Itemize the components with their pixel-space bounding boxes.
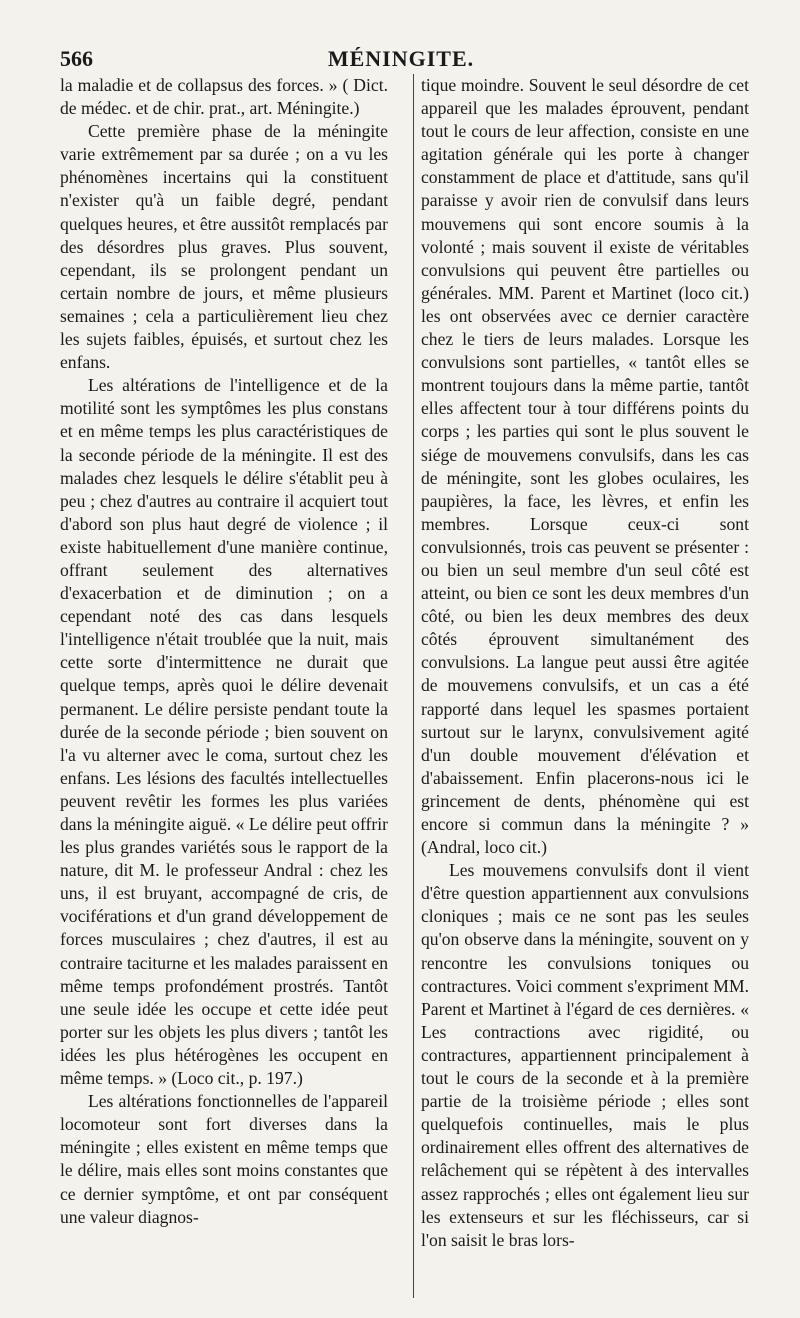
column-divider: [413, 74, 414, 1298]
paragraph: Les altérations fonctionnelles de l'appareil locomoteur sont fort diverses dans la méningite ; elles existent en même temps que le délire, mais elles sont moins constantes que ce dernier symptôme, et ont par conséquent une valeur diagnos-: [60, 1091, 388, 1227]
paragraph: la maladie et de collapsus des forces. » ( Dict. de médec. et de chir. prat., art. Méningite.): [60, 75, 388, 119]
page-number: 566: [60, 46, 93, 71]
left-column: [60, 74, 388, 1229]
running-head: MÉNINGITE.: [327, 46, 475, 71]
paragraph: Les altérations de l'intelligence et de la motilité sont les symptômes les plus constans et en même temps les plus caractéristiques de la seconde période de la méningite. Il est des malades chez lesquels le délire s'établit peu à peu ; chez d'autres au contraire il acquiert tout d'abord son plus haut degré de violence ; il existe habituellement d'une manière continue, offrant seulement des alternatives d'exacerbation et de diminution ; on a cependant noté des cas dans lesquels l'intelligence n'était troublée que la nuit, mais cette sorte d'intermittence ne durait que quelque temps, après quoi le délire devenait permanent. Le délire persiste pendant toute la durée de la seconde période ; bien souvent on l'a vu alterner avec le coma, surtout chez les enfans. Les lésions des facultés intellectuelles peuvent revêtir les formes les plus variées dans la méningite aiguë. « Le délire peut offrir les plus grandes variétés sous le rapport de la nature, dit M. le professeur Andral : chez les uns, il est bruyant, accompagné de cris, de vociférations et d'un grand développement de forces musculaires ; chez d'autres, il est au contraire taciturne et les malades paraissent en même temps profondément prostrés. Tantôt une seule idée les occupe et cette idée peut porter sur les objets les plus divers ; tantôt les idées les plus hétérogènes les occupent en même temps. » (Loco cit., p. 197.): [60, 375, 388, 1089]
paragraph: Cette première phase de la méningite varie extrêmement par sa durée ; on a vu les phénomènes incertains qui la constituent n'exister qu'à un faible degré, pendant quelques heures, et être aussitôt remplacés par des désordres plus graves. Plus souvent, cependant, ils se prolongent pendant un certain nombre de jours, et même plusieurs semaines ; cela a particulièrement lieu chez les sujets faibles, épuisés, et surtout chez les enfans.: [60, 121, 388, 373]
right-column: [421, 74, 749, 1252]
page-header: [60, 46, 742, 74]
paragraph: Les mouvemens convulsifs dont il vient d'être question appartiennent aux convulsions cloniques ; mais ce ne sont pas les seules qu'on observe dans la méningite, souvent on y rencontre les convulsions toniques ou contractures. Voici comment s'expriment MM. Parent et Martinet à l'égard de ces dernières. « Les contractions avec rigidité, ou contractures, appartiennent principalement à tout le cours de la seconde et à la première partie de la troisième période ; elles sont quelquefois continuelles, mais le plus ordinairement elles offrent des alternatives de relâchement qui se répètent à des intervalles assez rapprochés ; elles ont également lieu sur les extenseurs et sur les fléchisseurs, car si l'on saisit le bras lors-: [421, 860, 749, 1250]
paragraph: tique moindre. Souvent le seul désordre de cet appareil que les malades éprouvent, pendant tout le cours de leur affection, consiste en une agitation générale qui les porte à changer constamment de place et d'attitude, sans qu'il paraisse y avoir rien de convulsif dans leurs mouvemens qui sont encore soumis à la volonté ; mais souvent il existe de véritables convulsions qui peuvent être partielles ou générales. MM. Parent et Martinet (loco cit.) les ont observées avec ce dernier caractère chez le tiers de leurs malades. Lorsque les convulsions sont partielles, « tantôt elles se montrent toujours dans la même partie, tantôt elles affectent tour à tour différens points du corps ; les parties qui sont le plus souvent le siége de mouvemens convulsifs, dans les cas de méningite, sont les globes oculaires, les paupières, la face, les lèvres, et enfin les membres. Lorsque ceux-ci sont convulsionnés, trois cas peuvent se présenter : ou bien un seul membre d'un seul côté est atteint, ou bien ce sont les deux membres d'un côté, ou bien les deux membres des deux côtés éprouvent simultanément des convulsions. La langue peut aussi être agitée de mouvemens convulsifs, et un cas a été rapporté dans lequel les spasmes portaient surtout sur le larynx, convulsivement agité d'un double mouvement d'élévation et d'abaissement. Enfin placerons-nous ici le grincement de dents, phénomène qui est encore si commun dans la méningite ? » (Andral, loco cit.): [421, 75, 749, 858]
